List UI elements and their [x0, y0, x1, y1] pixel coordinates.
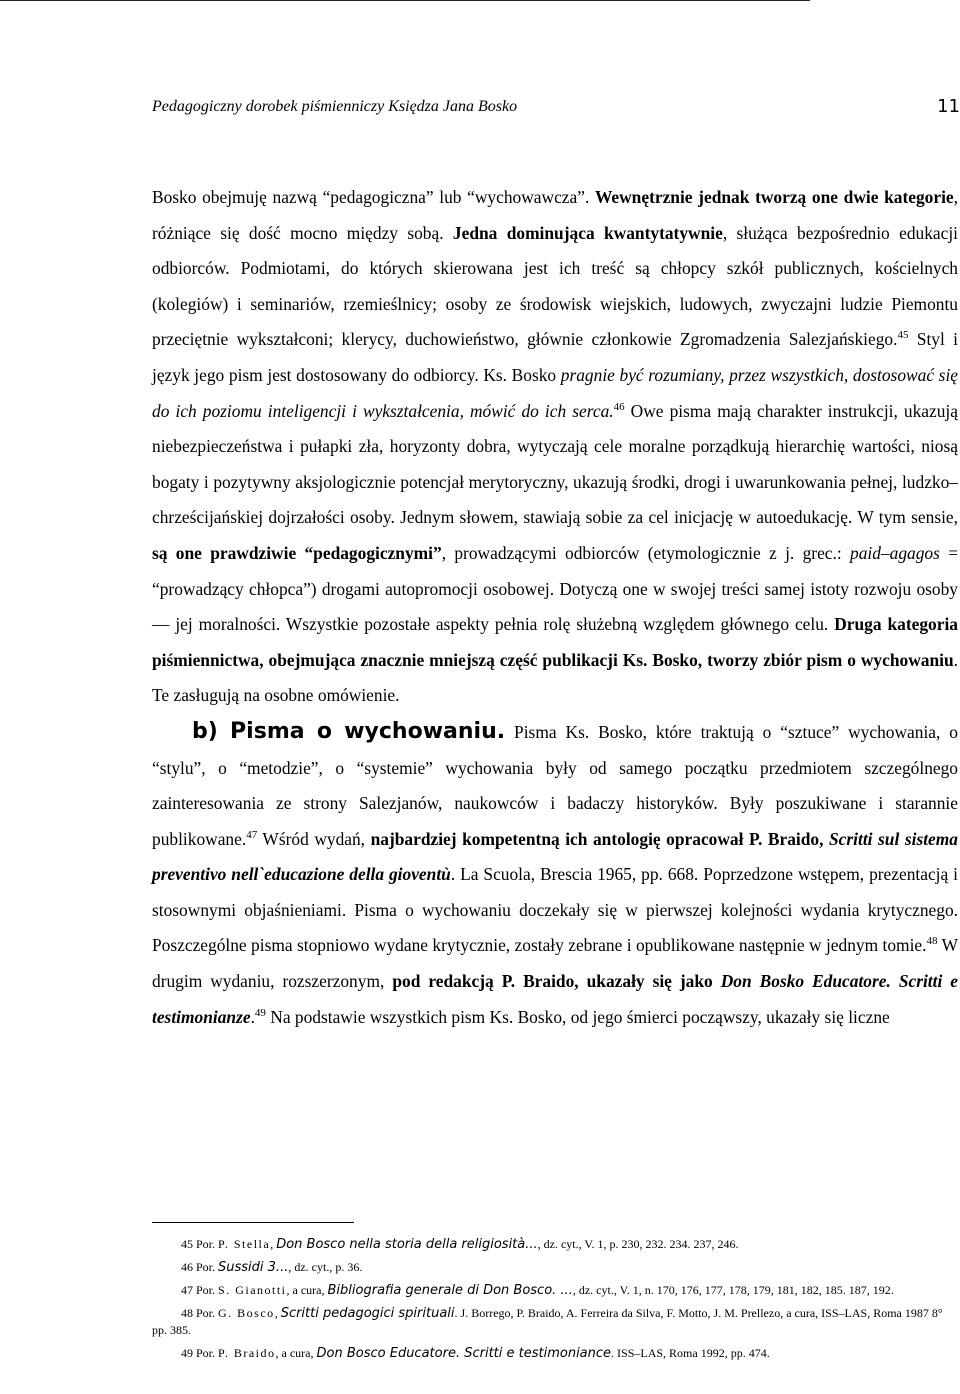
text-run: . La Scuola, Brescia 1965, pp. 668. Poprzedzone wstępem, prezentacją i stosownymi objaśnieniami. Pisma o wychowaniu doczekały się w pierwszej kolejności wydania krytycznego. Poszczególne pisma stopniowo wydane krytycznie, zostały zebrane i opublikowane następnie w jednym tomie. — [152, 864, 958, 956]
paragraph-2 — [152, 714, 958, 1035]
text-run: , dz. cyt., V. 1, n. 170, 176, 177, 178, 179, 181, 182, 185. 187, 192. — [572, 1283, 894, 1297]
footnotes — [152, 1236, 958, 1368]
text-run: , a cura, — [286, 1283, 328, 1297]
footnote-ref: 47 — [246, 828, 258, 841]
running-title: Pedagogiczny dorobek piśmienniczy Księdza Jana Bosko — [152, 98, 518, 115]
author-name: P. Stella — [218, 1237, 271, 1251]
footnote-number: 49 Por. — [181, 1346, 219, 1360]
page-number: 11 — [937, 96, 960, 117]
work-title: Sussidi 3... — [218, 1260, 289, 1275]
bold-run: Wewnętrznie jednak tworzą one dwie kategorie — [594, 187, 954, 207]
text-run: Bosko obejmuję nazwą “pedagogiczna” lub “wychowawcza”. — [152, 187, 595, 207]
footnote-item — [152, 1282, 958, 1299]
footnote-ref: 49 — [254, 1006, 266, 1019]
bold-run: Druga kategoria piśmiennictwa, obejmująca znacznie mniejszą część publikacji Ks. Bosko, tworzy zbiór pism o wychowaniu — [152, 614, 958, 670]
text-run: Owe pisma mają charakter instrukcji, ukazują niebezpieczeństwa i pułapki zła, horyzonty dobra, wytyczają cele moralne porządkują hierarchię wartości, niosą bogaty i pozytywny aksjologicznie potencjał merytoryczny, ukazują środki, drogi i uwarunkowania pełnej, ludzko–chrześcijańskiej dojrzałości osoby. Jednym słowem, stawiają sobie za cel inicjację w autoedukację. W tym sensie, — [152, 400, 958, 528]
footnote-number: 46 Por. — [181, 1260, 219, 1274]
text-run: , różniące się dość mocno między sobą. — [152, 187, 958, 243]
text-run: W drugim wydaniu, rozszerzonym, — [152, 935, 958, 992]
footnote-number: 47 Por. — [181, 1283, 219, 1297]
bold-italic-title: Scritti sul sistema preventivo nell`educazione della gioventù — [152, 828, 958, 885]
text-run: , dz. cyt., p. 36. — [288, 1260, 363, 1274]
footnote-ref: 48 — [926, 935, 938, 948]
footnote-rule — [152, 1222, 354, 1223]
text-run: . — [250, 1006, 255, 1027]
text-run: Na podstawie wszystkich pism Ks. Bosko, od jego śmierci począwszy, ukazały się liczne — [265, 1006, 890, 1027]
text-run: . Te zasługują na osobne omówienie. — [152, 649, 958, 706]
footnote-item — [152, 1259, 958, 1276]
italic-run: paid–agagos — [850, 542, 940, 563]
section-heading: b) Pisma o wychowaniu. — [192, 718, 506, 744]
work-title: Don Bosco Educatore. Scritti e testimoniance — [316, 1346, 612, 1361]
running-header — [152, 98, 960, 116]
text-run: , — [274, 1306, 281, 1320]
text-run: , — [270, 1237, 277, 1251]
footnote-item — [152, 1305, 958, 1339]
footnote-number: 45 Por. — [181, 1237, 219, 1251]
work-title: Don Bosco nella storia della religiosità... — [276, 1237, 538, 1252]
text-run: . J. Borrego, P. Braido, A. Ferreira da Silva, F. Motto, J. M. Prellezo, a cura, ISS–LAS, Roma 1987 8° pp. 385. — [152, 1306, 943, 1337]
author-name: P. Braido — [218, 1346, 276, 1360]
main-text — [152, 180, 958, 1035]
footnote-ref: 45 — [897, 329, 909, 342]
text-run: , prowadzącymi odbiorców (etymologicznie z j. grec.: — [441, 542, 851, 563]
work-title: Scritti pedagogici spirituali — [280, 1306, 455, 1321]
text-run: Wśród wydań, — [257, 828, 371, 849]
top-rule — [0, 0, 810, 1]
text-run: , a cura, — [275, 1346, 317, 1360]
italic-run: pragnie być rozumiany, przez wszystkich, dostosować się do ich poziomu inteligencji i wykształcenia, mówić do ich serca. — [152, 364, 959, 421]
bold-run: najbardziej kompetentną ich antologię opracował P. Braido, — [370, 828, 830, 849]
author-name: G. Bosco — [218, 1306, 275, 1320]
text-run: = “prowadzący chłopca”) drogami autopromocji osobowej. Dotyczą one w swojej treści samej istoty rozwoju osoby — jej moralności. Wszystkie pozostałe aspekty pełnia rolę służebną względem głównego celu. — [152, 542, 959, 635]
footnote-item — [152, 1236, 958, 1253]
text-run: . ISS–LAS, Roma 1992, pp. 474. — [611, 1346, 770, 1360]
text-run: Pisma Ks. Bosko, które traktują o “sztuce” wychowania, o “stylu”, o “metodzie”, o “systemie” wychowania były od samego początku przedmiotem szczególnego zainteresowania ze strony Salezjanów, naukowców i badaczy historyków. Były poszukiwane i starannie publikowane. — [152, 721, 958, 849]
bold-italic-title: Don Bosko Educatore. Scritti e testimonianze — [152, 971, 959, 1027]
work-title: Bibliografia generale di Don Bosco. ... — [327, 1283, 573, 1298]
paragraph-1 — [152, 180, 958, 714]
bold-run: są one prawdziwie “pedagogicznymi” — [152, 542, 442, 563]
text-run: , dz. cyt., V. 1, p. 230, 232. 234. 237, 246. — [537, 1237, 739, 1251]
footnote-number: 48 Por. — [181, 1306, 219, 1320]
bold-run: Jedna dominująca kwantytatywnie — [452, 222, 723, 243]
footnote-item — [152, 1345, 958, 1362]
bold-run: pod redakcją P. Braido, ukazały się jako — [392, 971, 721, 992]
text-run: , służąca bezpośrednio edukacji odbiorców. Podmiotami, do których skierowana jest ich treść są chłopcy szkół publicznych, kościelnych (kolegiów) i seminariów, rzemieślnicy; osoby ze środowisk wiejskich, ludowych, zwyczajni ludzie Piemontu przeciętnie wykształconi; klerycy, duchowieństwo, głównie członkowie Zgromadzenia Salezjańskiego. — [152, 222, 959, 350]
author-name: S. Gianotti — [218, 1283, 287, 1297]
text-run: Styl i język jego pism jest dostosowany do odbiorcy. Ks. Bosko — [152, 329, 958, 385]
footnote-ref: 46 — [613, 400, 625, 413]
